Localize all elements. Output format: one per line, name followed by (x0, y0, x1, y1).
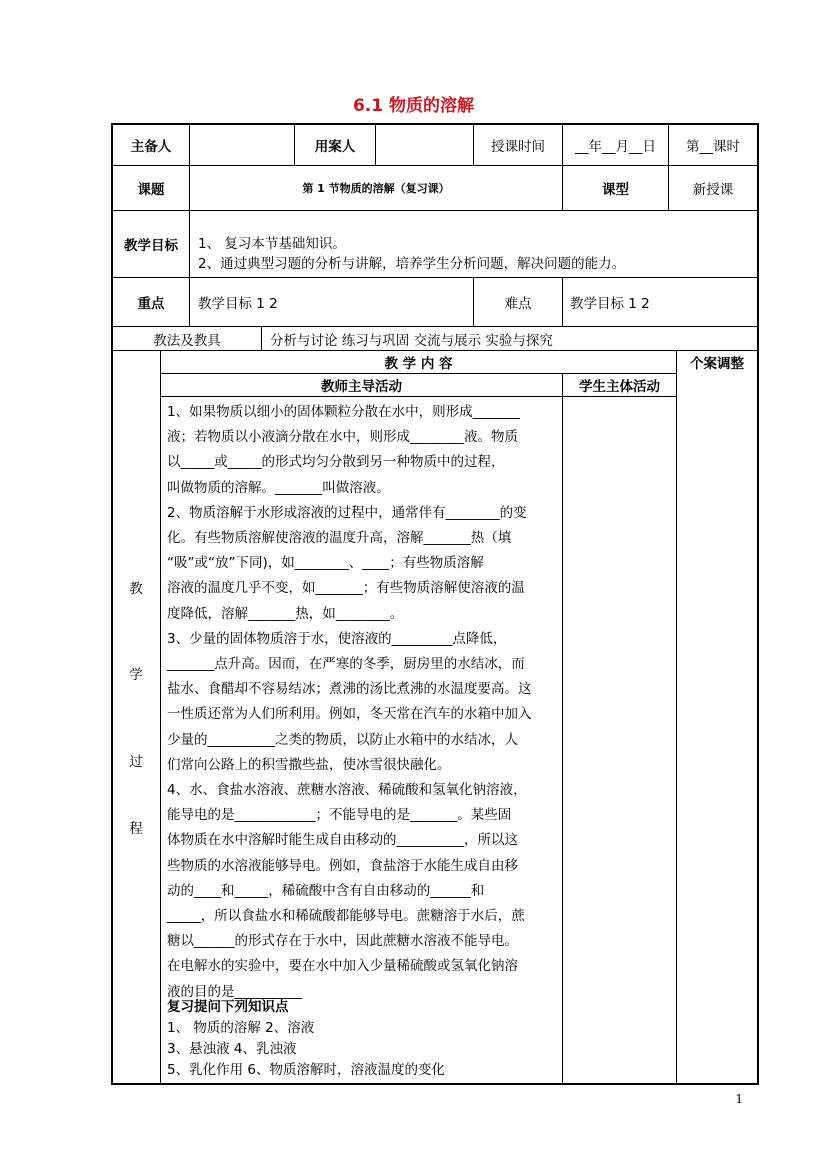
review-item: 1、 物质的溶解 2、溶液 (167, 1020, 315, 1036)
content-line: 度降低，溶解_______热，如________。 (167, 605, 404, 622)
content-line: 些物质的水溶液能够导电。例如，食盐溶于水能生成自由移 (167, 857, 518, 874)
content-line: _______点升高。因而，在严寒的冬季，厨房里的水结冰，而 (167, 656, 525, 673)
methods-label: 教法及教具 (153, 332, 221, 349)
methods-value: 分析与讨论 练习与巩固 交流与展示 实验与探究 (270, 332, 553, 349)
content-line: 糖以______的形式存在于水中，因此蔗糖水溶液不能导电。 (167, 933, 518, 950)
teach-time-label: 授课时间 (491, 139, 545, 155)
lesson-type-value: 新授课 (692, 182, 734, 198)
content-line: _____，所以食盐水和稀硫酸都能够导电。蔗糖溶于水后，蔗 (167, 908, 525, 925)
preparer-value (190, 125, 294, 165)
content-line: 叫做物质的溶解。_______叫做溶液。 (167, 479, 390, 496)
lesson-type-label: 课型 (602, 182, 629, 198)
content-line: 4、水、食盐水溶液、蔗糖水溶液、稀硫酸和氢氧化钠溶液， (167, 782, 527, 799)
review-item: 5、乳化作用 6、物质溶解时，溶液温度的变化 (167, 1062, 445, 1078)
content-line: 液的目的是__________ (167, 983, 302, 1000)
content-line: 化。有些物质溶解使溶液的温度升高，溶解_______热（填 (167, 530, 512, 547)
review-item: 3、悬浊液 4、乳浊液 (167, 1041, 297, 1057)
key-point-value: 教学目标 1 2 (198, 296, 278, 312)
goal-item: 1、 复习本节基础知识。 (198, 236, 346, 252)
teacher-header: 教师主导活动 (321, 379, 402, 395)
content-line: 3、少量的固体物质溶于水，使溶液的_________点降低， (167, 630, 507, 647)
content-line: 盐水、食醋却不容易结冰；煮沸的汤比煮沸的水温度要高。这 (167, 681, 532, 698)
process-label-char: 教 (129, 581, 143, 597)
review-section (167, 997, 559, 1081)
content-line: “吸”或“放”下同)，如________、____；有些物质溶解 (167, 555, 484, 572)
process-label-char: 程 (129, 821, 143, 837)
content-header: 教 学 内 容 (384, 356, 453, 372)
period-value: 第__课时 (686, 139, 740, 155)
content-line: 能导电的是____________；不能导电的是_______。某些固 (167, 807, 512, 824)
page-title: 6.1 物质的溶解 (352, 96, 475, 116)
content-line: 以_____或_____的形式均匀分散到另一种物质中的过程， (167, 454, 505, 471)
user-value (376, 125, 473, 165)
content-line: 在电解水的实验中，要在水中加入少量稀硫酸或氢氧化钠溶 (167, 958, 518, 975)
page-number: 1 (735, 1092, 743, 1106)
topic-value: 第 1 节物质的溶解（复习课） (302, 182, 450, 195)
content-line: 少量的__________之类的物质，以防止水箱中的水结冰，人 (167, 731, 518, 748)
difficult-point-label: 难点 (504, 296, 532, 312)
content-line: 液；若物质以小液滴分散在水中，则形成________液。物质 (167, 429, 518, 446)
adjust-header: 个案调整 (690, 356, 744, 372)
review-title: 复习提问下列知识点 (167, 999, 289, 1015)
content-line: 一性质还常为人们所利用。例如，冬天常在汽车的水箱中加入 (167, 706, 532, 723)
date-value: __年__月__日 (575, 139, 656, 155)
process-label-char: 学 (129, 667, 143, 683)
user-label: 用案人 (314, 139, 356, 155)
topic-label: 课题 (137, 182, 165, 198)
content-line: 溶液的温度几乎不变，如_______；有些物质溶解使溶液的温 (167, 580, 525, 597)
key-point-label: 重点 (137, 296, 165, 312)
content-line: 体物质在水中溶解时能生成自由移动的__________，所以这 (167, 832, 518, 849)
content-line: 们常向公路上的积雪撒些盐，使冰雪很快融化。 (167, 756, 451, 773)
goals-list (198, 234, 625, 274)
process-label-char: 过 (129, 754, 143, 770)
difficult-point-value: 教学目标 1 2 (570, 296, 650, 312)
content-line: 动的____和_____，稀硫酸中含有自由移动的______和 (167, 882, 485, 899)
student-header: 学生主体活动 (579, 379, 660, 395)
content-line: 1、如果物质以细小的固体颗粒分散在水中，则形成_______ (167, 404, 520, 420)
goal-item: 2、通过典型习题的分析与讲解，培养学生分析问题，解决问题的能力。 (198, 256, 626, 272)
teacher-activity-content (167, 400, 559, 1005)
preparer-label: 主备人 (130, 139, 172, 155)
goals-label: 教学目标 (124, 238, 178, 254)
content-line: 2、物质溶解于水形成溶液的过程中，通常伴有________的变 (167, 504, 527, 521)
